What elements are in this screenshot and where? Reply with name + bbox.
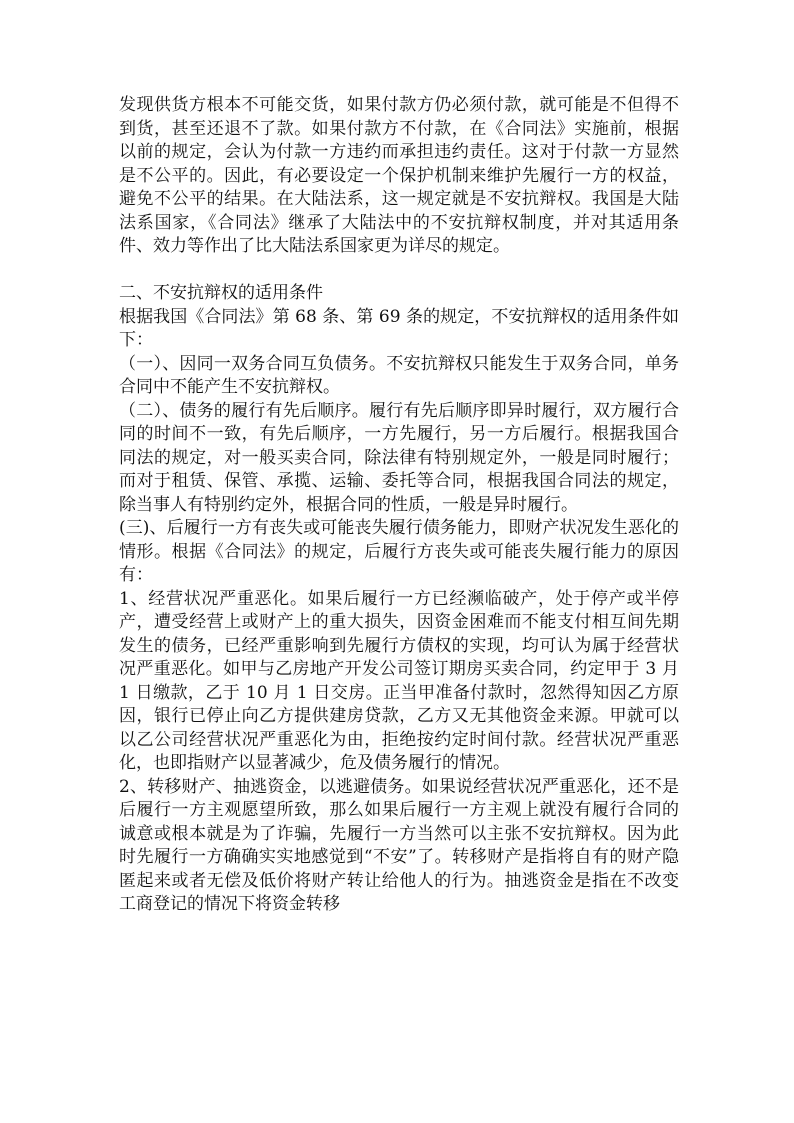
intro-paragraph: 发现供货方根本不可能交货，如果付款方仍必须付款，就可能是不但得不到货，甚至还退不了款。如果付款方不付款，在《合同法》实施前，根据以前的规定，会认为付款一方违约而承担违约责任。这对于付款一方显然是不公平的。因此，有必要设定一个保护机制来维护先履行一方的权益，避免不公平的结果。在大陆法系，这一规定就是不安抗辩权。我国是大陆法系国家，《合同法》继承了大陆法中的不安抗辩权制度，并对其适用条件、效力等作出了比大陆法系国家更为详尽的规定。: [119, 95, 679, 256]
paragraph-spacer: [119, 259, 679, 283]
section-heading: 二、不安抗辩权的适用条件: [119, 283, 323, 303]
condition-item-1: （一）、因同一双务合同互负债务。不安抗辩权只能发生于双务合同，单务合同中不能产生不安抗辩权。: [119, 353, 679, 397]
condition-item-2: （二）、债务的履行有先后顺序。履行有先后顺序即异时履行，双方履行合同的时间不一致，有先后顺序，一方先履行，另一方后履行。根据我国合同法的规定，对一般买卖合同，除法律有特别规定外，一般是同时履行；而对于租赁、保管、承揽、运输、委托等合同，根据我国合同法的规定，除当事人有特别约定外，根据合同的性质，一般是异时履行。: [119, 400, 679, 515]
cause-item-2: 2、转移财产、抽逃资金，以逃避债务。如果说经营状况严重恶化，还不是后履行一方主观愿望所致，那么如果后履行一方主观上就没有履行合同的诚意或根本就是为了诈骗，先履行一方当然可以主张不安抗辩权。因为此时先履行一方确确实实地感觉到“不安”了。转移财产是指将自有的财产隐匿起来或者无偿及低价将财产转让给他人的行为。抽逃资金是指在不改变工商登记的情况下将资金转移: [119, 776, 679, 914]
lead-paragraph: 根据我国《合同法》第 68 条、第 69 条的规定，不安抗辩权的适用条件如下：: [119, 306, 679, 350]
cause-item-1: 1、经营状况严重恶化。如果后履行一方已经濒临破产，处于停产或半停产，遭受经营上或财产上的重大损失，因资金困难而不能支付相互间先期发生的债务，已经严重影响到先履行方债权的实现，均可认为属于经营状况严重恶化。如甲与乙房地产开发公司签订期房买卖合同，约定甲于 3 月 1 日缴款，乙于 10 月 1 日交房。正当甲准备付款时，忽然得知因乙方原因，银行已停止向乙方提供建房贷款，乙方又无其他资金来源。甲就可以以乙公司经营状况严重恶化为由，拒绝按约定时间付款。经营状况严重恶化，也即指财产以显著减少，危及债务履行的情况。: [119, 588, 679, 773]
document-page: [119, 94, 679, 917]
condition-item-3: (三)、后履行一方有丧失或可能丧失履行债务能力，即财产状况发生恶化的情形。根据《合同法》的规定，后履行方丧失或可能丧失履行能力的原因有：: [119, 518, 679, 585]
